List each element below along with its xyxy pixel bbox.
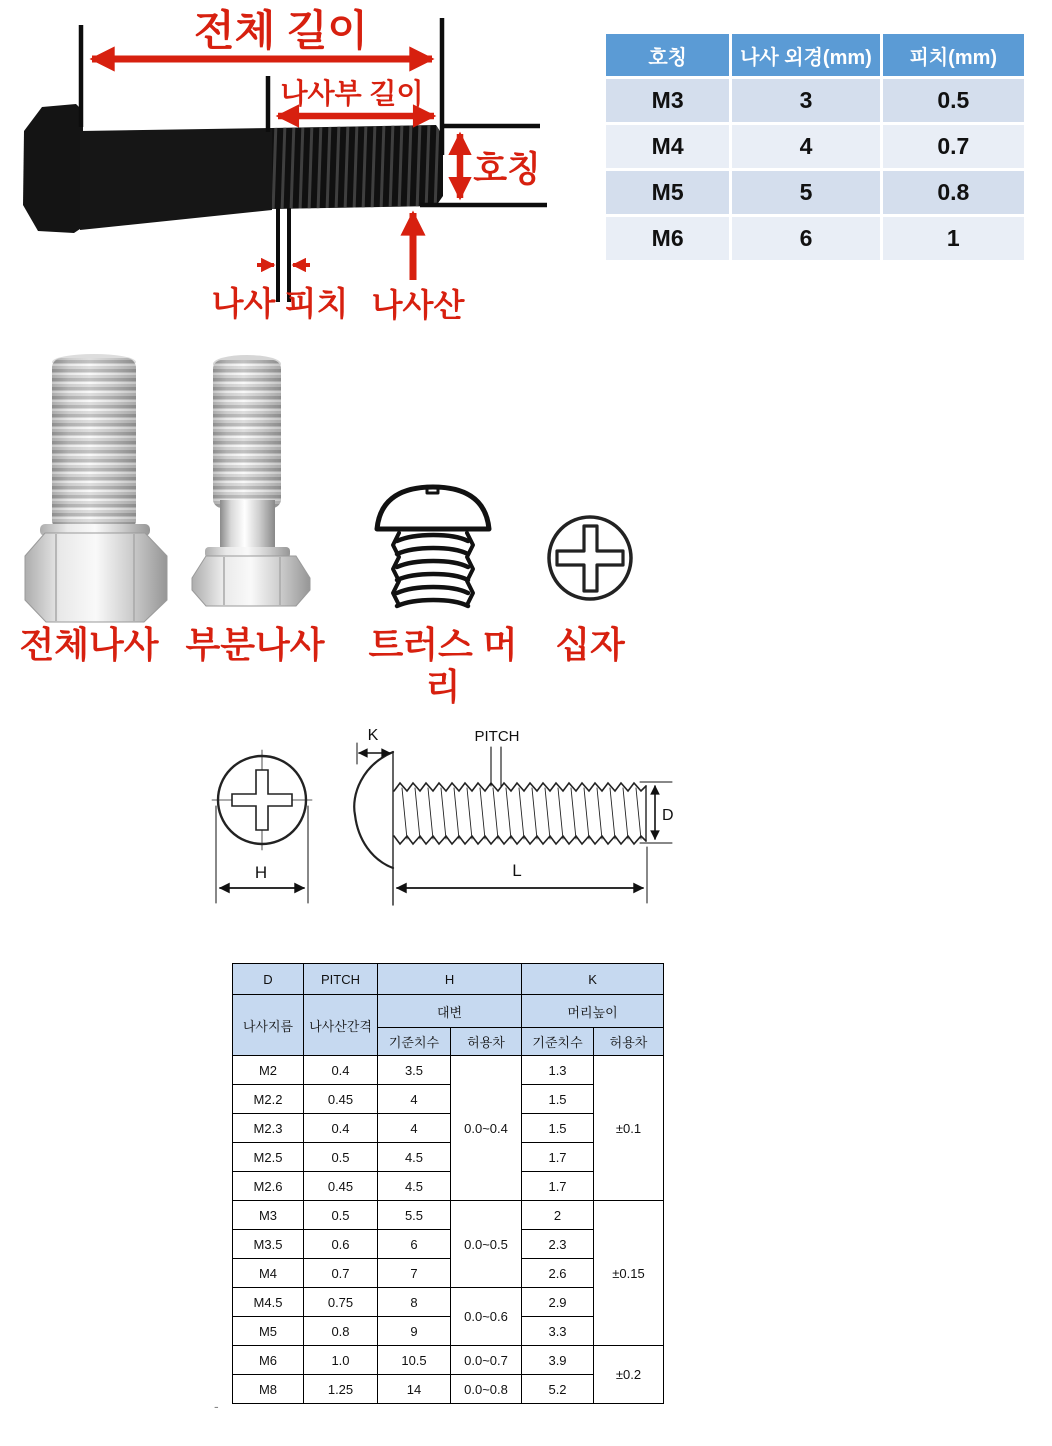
h-label: H bbox=[254, 863, 268, 882]
cell-pitch: 0.6 bbox=[304, 1230, 378, 1259]
cell-h: 4 bbox=[378, 1085, 451, 1114]
cell-pitch: 0.5 bbox=[304, 1201, 378, 1230]
cell-pitch: 0.7 bbox=[304, 1259, 378, 1288]
col-k: K bbox=[522, 964, 664, 995]
cell-k: 2.9 bbox=[522, 1288, 594, 1317]
head-top-view bbox=[212, 750, 312, 850]
col-h-tol: 허용차 bbox=[451, 1028, 522, 1056]
cross-recess-label: 십자 bbox=[555, 624, 625, 665]
cell-k: 2 bbox=[522, 1201, 594, 1230]
cell-h: 7 bbox=[378, 1259, 451, 1288]
cell-h: 4 bbox=[378, 1114, 451, 1143]
cell-k: 1.5 bbox=[522, 1085, 594, 1114]
stray-mark: - bbox=[214, 1398, 219, 1414]
cell-d: M4 bbox=[233, 1259, 304, 1288]
truss-head-drawing bbox=[377, 487, 489, 606]
cell-d: M2.2 bbox=[233, 1085, 304, 1114]
spec-cell: 1 bbox=[883, 217, 1024, 260]
cell-h: 10.5 bbox=[378, 1346, 451, 1375]
cell-k: 1.7 bbox=[522, 1172, 594, 1201]
spec-cell: M4 bbox=[606, 125, 729, 168]
bolt-dimension-diagram bbox=[0, 0, 585, 335]
spec-row-m6 bbox=[606, 217, 1024, 260]
cell-pitch: 0.75 bbox=[304, 1288, 378, 1317]
hex-bolt-photo bbox=[23, 104, 443, 233]
nominal-label: 호칭 bbox=[473, 150, 541, 189]
cell-pitch: 1.25 bbox=[304, 1375, 378, 1404]
cell-k: 5.2 bbox=[522, 1375, 594, 1404]
spec-cell: 5 bbox=[732, 171, 879, 214]
spec-cell: 0.7 bbox=[883, 125, 1024, 168]
col-k-basic: 기준치수 bbox=[522, 1028, 594, 1056]
cell-k: 1.7 bbox=[522, 1143, 594, 1172]
cell-d: M2.6 bbox=[233, 1172, 304, 1201]
col-pitch: PITCH bbox=[304, 964, 378, 995]
pitch-label: 나사 피치 bbox=[211, 285, 349, 322]
partial-thread-bolt-photo bbox=[192, 355, 310, 606]
screw-size-table bbox=[232, 963, 664, 1404]
thread-spec-table bbox=[603, 31, 1027, 263]
cell-pitch: 0.8 bbox=[304, 1317, 378, 1346]
cell-pitch: 0.4 bbox=[304, 1056, 378, 1085]
partial-thread-label: 부분나사 bbox=[185, 624, 325, 665]
cell-h-tol: 0.0~0.7 bbox=[451, 1346, 522, 1375]
cell-k: 2.6 bbox=[522, 1259, 594, 1288]
cell-k-tol: ±0.15 bbox=[594, 1201, 664, 1346]
pitch-dimension bbox=[491, 747, 501, 786]
col-pitch-sub: 나사산간격 bbox=[304, 995, 378, 1056]
spec-row-m5 bbox=[606, 171, 1024, 214]
cell-h: 8 bbox=[378, 1288, 451, 1317]
full-thread-bolt-photo bbox=[25, 354, 167, 622]
cell-h: 9 bbox=[378, 1317, 451, 1346]
spec-header-row bbox=[606, 34, 1024, 76]
col-h-basic: 기준치수 bbox=[378, 1028, 451, 1056]
thread-length-label: 나사부 길이 bbox=[280, 78, 424, 109]
cell-k: 3.3 bbox=[522, 1317, 594, 1346]
cell-d: M2 bbox=[233, 1056, 304, 1085]
l-dimension bbox=[397, 847, 647, 903]
spec-col-pitch: 피치(mm) bbox=[883, 34, 1024, 76]
truss-head-label: 트러스 머리 bbox=[368, 624, 518, 707]
size-row-m6 bbox=[233, 1346, 664, 1375]
cell-h: 6 bbox=[378, 1230, 451, 1259]
cell-d: M5 bbox=[233, 1317, 304, 1346]
cell-pitch: 0.45 bbox=[304, 1085, 378, 1114]
cell-h: 4.5 bbox=[378, 1172, 451, 1201]
bolt-shank bbox=[80, 128, 272, 230]
screw-dimension-drawing bbox=[180, 703, 755, 915]
l-label: L bbox=[512, 861, 522, 880]
spec-cell: M6 bbox=[606, 217, 729, 260]
bolt-type-gallery bbox=[0, 340, 700, 630]
cell-d: M2.3 bbox=[233, 1114, 304, 1143]
spec-cell: 0.5 bbox=[883, 79, 1024, 122]
cell-pitch: 0.4 bbox=[304, 1114, 378, 1143]
k-dimension bbox=[357, 743, 390, 764]
cell-h: 4.5 bbox=[378, 1143, 451, 1172]
cell-h: 5.5 bbox=[378, 1201, 451, 1230]
phillips-cross-drawing bbox=[549, 517, 631, 599]
col-h: H bbox=[378, 964, 522, 995]
cell-d: M2.5 bbox=[233, 1143, 304, 1172]
cell-d: M3.5 bbox=[233, 1230, 304, 1259]
spec-cell: 6 bbox=[732, 217, 879, 260]
spec-cell: 4 bbox=[732, 125, 879, 168]
cell-h-tol: 0.0~0.8 bbox=[451, 1375, 522, 1404]
cell-k: 1.3 bbox=[522, 1056, 594, 1085]
full-thread-label: 전체나사 bbox=[19, 624, 159, 665]
size-row-m3 bbox=[233, 1201, 664, 1230]
k-label: K bbox=[367, 727, 379, 744]
total-length-label: 전체 길이 bbox=[194, 7, 368, 54]
pitch-dim-label: PITCH bbox=[474, 728, 520, 745]
crest-label: 나사산 bbox=[371, 287, 465, 323]
spec-row-m4 bbox=[606, 125, 1024, 168]
cell-d: M3 bbox=[233, 1201, 304, 1230]
col-k-group: 머리높이 bbox=[522, 995, 664, 1028]
cell-d: M8 bbox=[233, 1375, 304, 1404]
size-header-row1 bbox=[233, 964, 664, 995]
col-k-tol: 허용차 bbox=[594, 1028, 664, 1056]
col-h-group: 대변 bbox=[378, 995, 522, 1028]
col-d-sub: 나사지름 bbox=[233, 995, 304, 1056]
size-row-m2 bbox=[233, 1056, 664, 1085]
cell-pitch: 0.5 bbox=[304, 1143, 378, 1172]
cell-k-tol: ±0.2 bbox=[594, 1346, 664, 1404]
bolt-hex-head bbox=[23, 104, 83, 233]
spec-cell: M5 bbox=[606, 171, 729, 214]
cell-pitch: 0.45 bbox=[304, 1172, 378, 1201]
cell-k-tol: ±0.1 bbox=[594, 1056, 664, 1201]
cell-k: 3.9 bbox=[522, 1346, 594, 1375]
spec-cell: M3 bbox=[606, 79, 729, 122]
spec-row-m3 bbox=[606, 79, 1024, 122]
size-header-row2 bbox=[233, 995, 664, 1028]
cell-k: 2.3 bbox=[522, 1230, 594, 1259]
cell-d: M4.5 bbox=[233, 1288, 304, 1317]
head-side-view bbox=[354, 752, 393, 905]
cell-h: 14 bbox=[378, 1375, 451, 1404]
spec-col-name: 호칭 bbox=[606, 34, 729, 76]
spec-cell: 3 bbox=[732, 79, 879, 122]
cell-h: 3.5 bbox=[378, 1056, 451, 1085]
spec-col-od: 나사 외경(mm) bbox=[732, 34, 879, 76]
threaded-body bbox=[394, 783, 646, 844]
cell-h-tol: 0.0~0.6 bbox=[451, 1288, 522, 1346]
cell-h-tol: 0.0~0.5 bbox=[451, 1201, 522, 1288]
cell-k: 1.5 bbox=[522, 1114, 594, 1143]
spec-cell: 0.8 bbox=[883, 171, 1024, 214]
cell-h-tol: 0.0~0.4 bbox=[451, 1056, 522, 1201]
d-label: D bbox=[662, 807, 674, 824]
cell-pitch: 1.0 bbox=[304, 1346, 378, 1375]
cell-d: M6 bbox=[233, 1346, 304, 1375]
col-d: D bbox=[233, 964, 304, 995]
